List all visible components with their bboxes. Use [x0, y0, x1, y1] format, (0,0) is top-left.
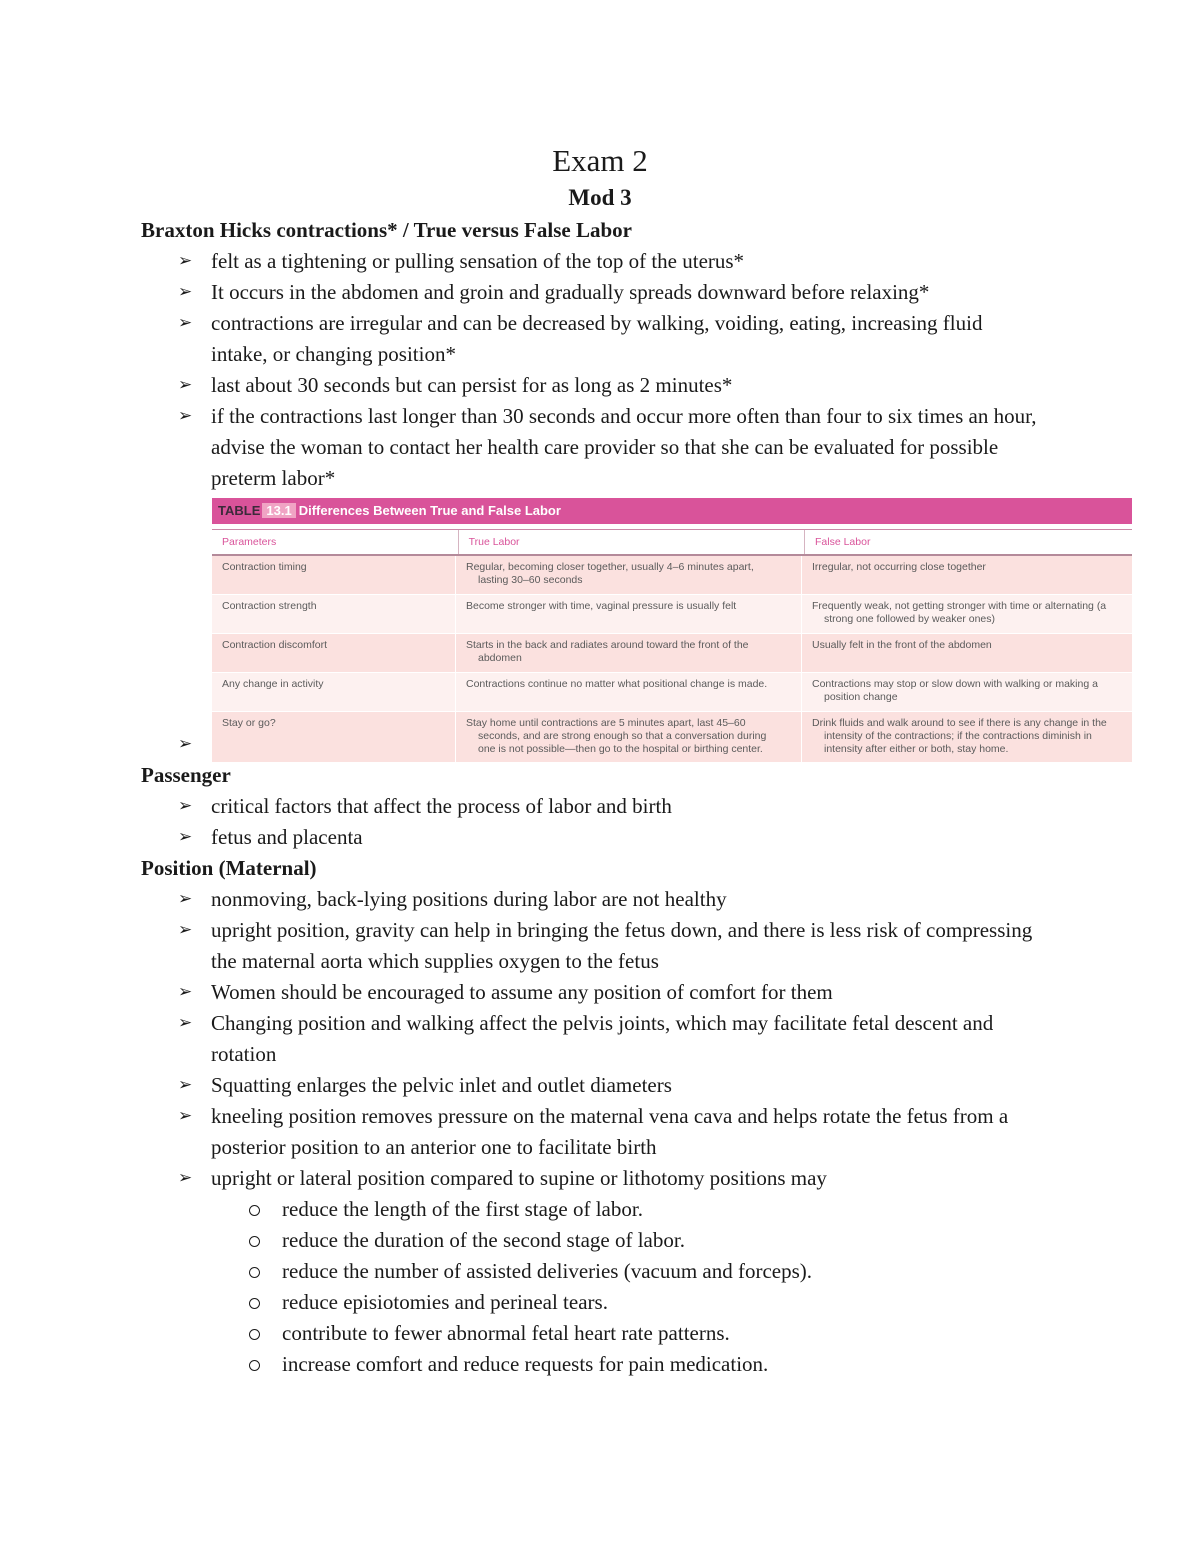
- list-item: ➢ fetus and placenta: [141, 822, 1101, 853]
- section-heading-braxton-hicks: Braxton Hicks contractions* / True versus False Labor: [141, 218, 632, 242]
- page-title: Exam 2: [552, 143, 648, 178]
- table-caption: [212, 498, 1132, 524]
- table-row: [212, 634, 1132, 673]
- arrow-bullet-icon: ➢: [178, 1075, 193, 1095]
- circle-bullet-icon: [249, 1205, 260, 1216]
- arrow-bullet-icon: ➢: [178, 982, 193, 1002]
- bullet-list: [141, 791, 1101, 853]
- list-item: ➢ last about 30 seconds but can persist for as long as 2 minutes*: [141, 370, 1101, 401]
- table-row: [212, 673, 1132, 712]
- table-cell: Starts in the back and radiates around toward the front of the abdomen: [455, 634, 801, 672]
- notes-body: [141, 215, 1101, 1380]
- table-cell: Any change in activity: [222, 678, 324, 690]
- table-cell: Drink fluids and walk around to see if there is any change in the intensity of the contractions; if the contractions diminish in intensity after either or both, stay home.: [801, 712, 1132, 762]
- table-cell: Stay or go?: [222, 717, 276, 729]
- table-row: [212, 712, 1132, 763]
- circle-bullet-icon: [249, 1360, 260, 1371]
- list-item: ➢ kneeling position removes pressure on the maternal vena cava and helps rotate the fetus from a posterior position to an anterior one to facilitate birth: [141, 1101, 1101, 1163]
- table-row: [212, 595, 1132, 634]
- sub-list-item: reduce the duration of the second stage of labor.: [141, 1225, 1101, 1256]
- table-cell: Contraction timing: [222, 561, 307, 573]
- circle-bullet-icon: [249, 1267, 260, 1278]
- sub-list-item: reduce the length of the first stage of labor.: [141, 1194, 1101, 1225]
- bullet-list: [141, 884, 1101, 1380]
- list-item: ➢ Changing position and walking affect the pelvis joints, which may facilitate fetal descent and rotation: [141, 1008, 1101, 1070]
- table-header-row: [212, 529, 1132, 556]
- arrow-bullet-icon: ➢: [178, 406, 193, 426]
- list-item: ➢ Women should be encouraged to assume any position of comfort for them: [141, 977, 1101, 1008]
- table-title: Differences Between True and False Labor: [298, 503, 561, 518]
- arrow-bullet-icon: ➢: [178, 796, 193, 816]
- sub-bullet-list: [141, 1194, 1101, 1380]
- arrow-bullet-icon: ➢: [178, 889, 193, 909]
- sub-list-item: reduce episiotomies and perineal tears.: [141, 1287, 1101, 1318]
- table-number: 13.1: [262, 503, 295, 518]
- table-cell: Contraction discomfort: [222, 639, 328, 651]
- table-header-cell: False Labor: [804, 530, 1132, 554]
- table-cell: Contraction strength: [222, 600, 317, 612]
- list-item: ➢ felt as a tightening or pulling sensation of the top of the uterus*: [141, 246, 1101, 277]
- sub-list-item: contribute to fewer abnormal fetal heart rate patterns.: [141, 1318, 1101, 1349]
- table-cell: Usually felt in the front of the abdomen: [801, 634, 1132, 672]
- table-cell: Frequently weak, not getting stronger with time or alternating (a strong one followed by weaker ones): [801, 595, 1132, 633]
- table-header-cell: Parameters: [222, 536, 277, 548]
- arrow-bullet-icon: ➢: [178, 1013, 193, 1033]
- sub-list-item: reduce the number of assisted deliveries (vacuum and forceps).: [141, 1256, 1101, 1287]
- table-cell: Regular, becoming closer together, usually 4–6 minutes apart, lasting 30–60 seconds: [455, 556, 801, 594]
- arrow-bullet-icon: ➢: [178, 251, 193, 271]
- list-item: ➢ upright position, gravity can help in bringing the fetus down, and there is less risk of compressing the maternal aorta which supplies oxygen to the fetus: [141, 915, 1101, 977]
- arrow-bullet-icon: ➢: [178, 1168, 193, 1188]
- table-cell: Contractions may stop or slow down with walking or making a position change: [801, 673, 1132, 711]
- table-cell: Irregular, not occurring close together: [801, 556, 1132, 594]
- arrow-bullet-icon: ➢: [178, 1106, 193, 1126]
- arrow-bullet-icon: ➢: [178, 282, 193, 302]
- list-item: ➢ Squatting enlarges the pelvic inlet and outlet diameters: [141, 1070, 1101, 1101]
- list-item: ➢ critical factors that affect the process of labor and birth: [141, 791, 1101, 822]
- page-subtitle: Mod 3: [568, 185, 632, 210]
- table-header-cell: True Labor: [458, 530, 804, 554]
- arrow-bullet-icon: ➢: [178, 734, 193, 754]
- arrow-bullet-icon: ➢: [178, 827, 193, 847]
- section-heading-passenger: Passenger: [141, 763, 231, 787]
- circle-bullet-icon: [249, 1236, 260, 1247]
- table-label: TABLE: [218, 503, 261, 518]
- table-cell: Contractions continue no matter what positional change is made.: [455, 673, 801, 711]
- list-item: ➢ contractions are irregular and can be decreased by walking, voiding, eating, increasing fluid intake, or changing position*: [141, 308, 1101, 370]
- list-item: ➢ upright or lateral position compared to supine or lithotomy positions may reduce the length of the first stage of labor. reduce the duration of the second stage of labor. reduce the number of assisted deliveries (vacuum and forceps). reduce episiotomies and perineal tears. contribute to fewer abnormal fetal heart rate patterns. increase comfort and reduce requests for pain medication.: [141, 1163, 1101, 1380]
- table-cell: Become stronger with time, vaginal pressure is usually felt: [455, 595, 801, 633]
- list-item: ➢ nonmoving, back-lying positions during labor are not healthy: [141, 884, 1101, 915]
- section-heading-position: Position (Maternal): [141, 856, 317, 880]
- table-row: [212, 556, 1132, 595]
- list-item: ➢ if the contractions last longer than 30 seconds and occur more often than four to six times an hour, advise the woman to contact her health care provider so that she can be evaluated for possible preterm labor*: [141, 401, 1101, 494]
- labor-comparison-table: [212, 498, 1132, 763]
- list-item: ➢ It occurs in the abdomen and groin and gradually spreads downward before relaxing*: [141, 277, 1101, 308]
- circle-bullet-icon: [249, 1329, 260, 1340]
- arrow-bullet-icon: ➢: [178, 920, 193, 940]
- arrow-bullet-icon: ➢: [178, 313, 193, 333]
- circle-bullet-icon: [249, 1298, 260, 1309]
- table-cell: Stay home until contractions are 5 minutes apart, last 45–60 seconds, and are strong enough so that a conversation during one is not possible—then go to the hospital or birthing center.: [455, 712, 801, 762]
- sub-list-item: increase comfort and reduce requests for pain medication.: [141, 1349, 1101, 1380]
- arrow-bullet-icon: ➢: [178, 375, 193, 395]
